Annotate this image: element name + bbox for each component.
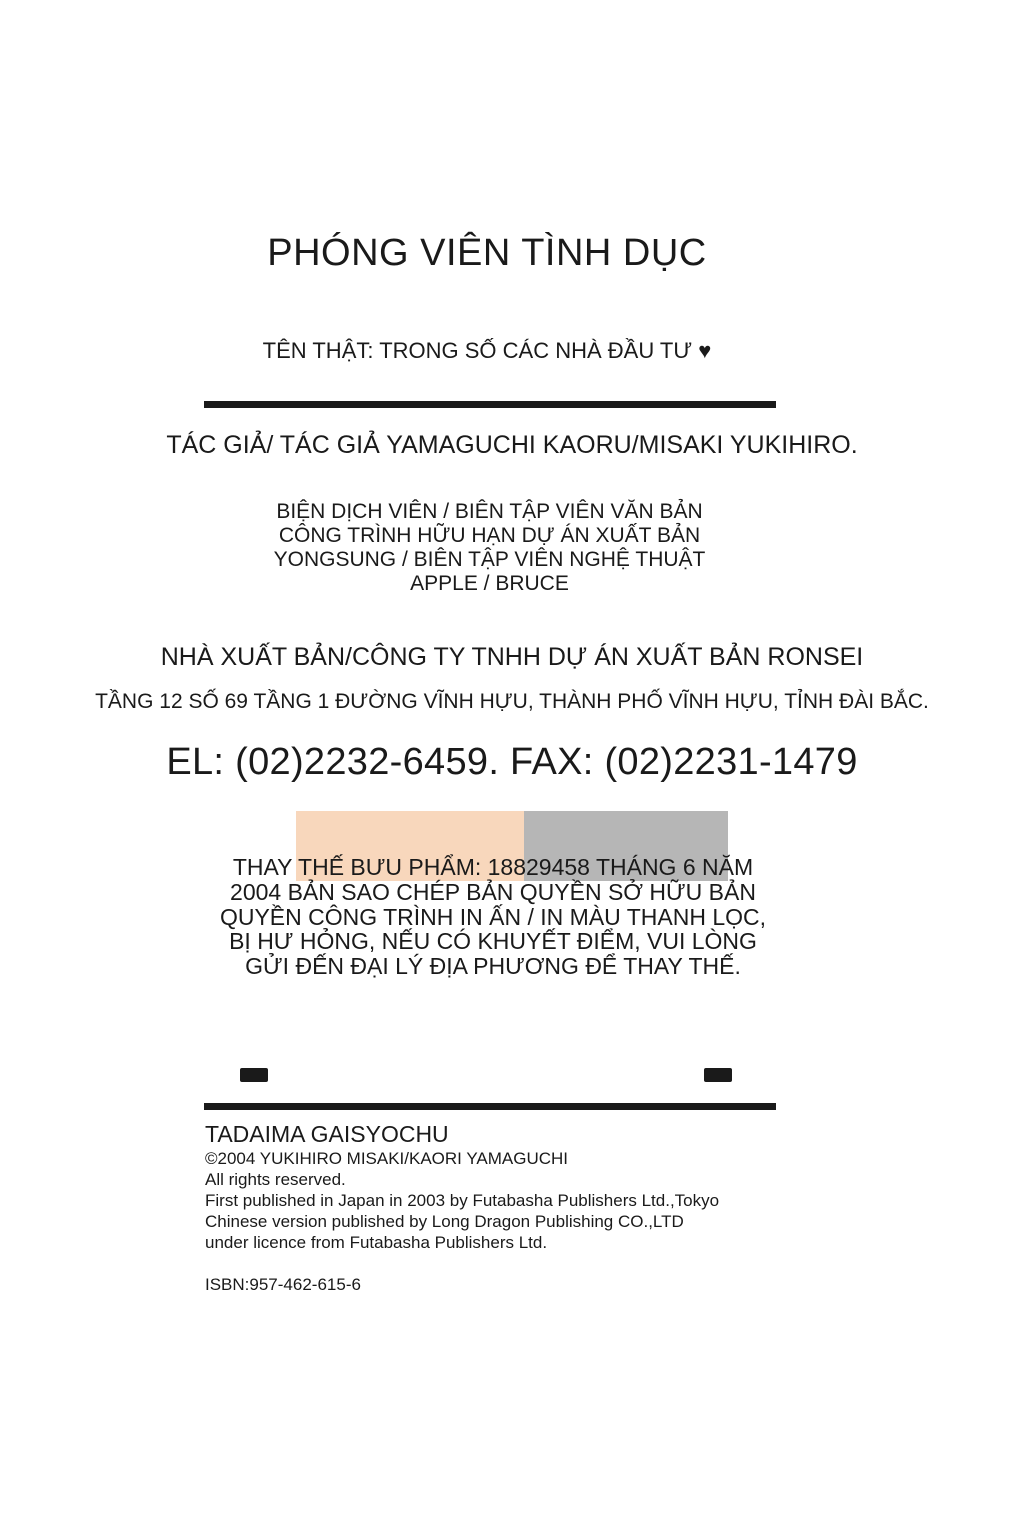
first-published-line: First published in Japan in 2003 by Futabasha Publishers Ltd.,Tokyo — [205, 1191, 720, 1210]
licence-line: under licence from Futabasha Publishers Ltd. — [205, 1233, 548, 1252]
top-divider — [204, 401, 776, 408]
publisher-name: NHÀ XUẤT BẢN/CÔNG TY TNHH DỰ ÁN XUẤT BẢN RONSEI — [160, 643, 864, 671]
replacement-notice: THAY THẾ BƯU PHẨM: 18829458 THÁNG 6 NĂM 2004 BẢN SAO CHÉP BẢN QUYỀN SỞ HỮU BẢN QUYỀN CÔNG TRÌNH IN ẤN / IN MÀU THANH LỌC, BỊ HƯ HỎNG, NẾU CÓ KHUYẾT ĐIỂM, VUI LÒNG GỬI ĐẾN ĐẠI LÝ ĐỊA PHƯƠNG ĐỂ THAY THẾ. — [219, 854, 767, 980]
registration-mark-right — [704, 1068, 732, 1082]
author-credit: TÁC GIẢ/ TÁC GIẢ YAMAGUCHI KAORU/MISAKI YUKIHIRO. — [166, 431, 858, 459]
registration-mark-left — [240, 1068, 268, 1082]
copyright-line: ©2004 YUKIHIRO MISAKI/KAORI YAMAGUCHI — [205, 1149, 569, 1168]
colophon — [205, 1120, 805, 1295]
book-title: PHÓNG VIÊN TÌNH DỤC — [267, 232, 707, 274]
original-title: TÊN THẬT: TRONG SỐ CÁC NHÀ ĐẦU TƯ ♥ — [262, 338, 712, 363]
bottom-divider — [204, 1103, 776, 1110]
isbn: ISBN:957-462-615-6 — [205, 1275, 361, 1294]
chinese-version-line: Chinese version published by Long Dragon Publishing CO.,LTD — [205, 1212, 684, 1231]
translator-credit: BIỆN DỊCH VIÊN / BIÊN TẬP VIÊN VĂN BẢN CÔNG TRÌNH HỮU HẠN DỰ ÁN XUẤT BẢN YONGSUNG / BIÊN TẬP VIÊN NGHỆ THUẬT APPLE / BRUCE — [273, 500, 706, 595]
original-title-english: TADAIMA GAISYOCHU — [205, 1121, 449, 1147]
rights-line: All rights reserved. — [205, 1170, 346, 1189]
publisher-address: TẦNG 12 SỐ 69 TẦNG 1 ĐƯỜNG VĨNH HỰU, THÀNH PHỐ VĨNH HỰU, TỈNH ĐÀI BẮC. — [95, 690, 929, 713]
contact-numbers: EL: (02)2232-6459. FAX: (02)2231-1479 — [166, 741, 858, 783]
